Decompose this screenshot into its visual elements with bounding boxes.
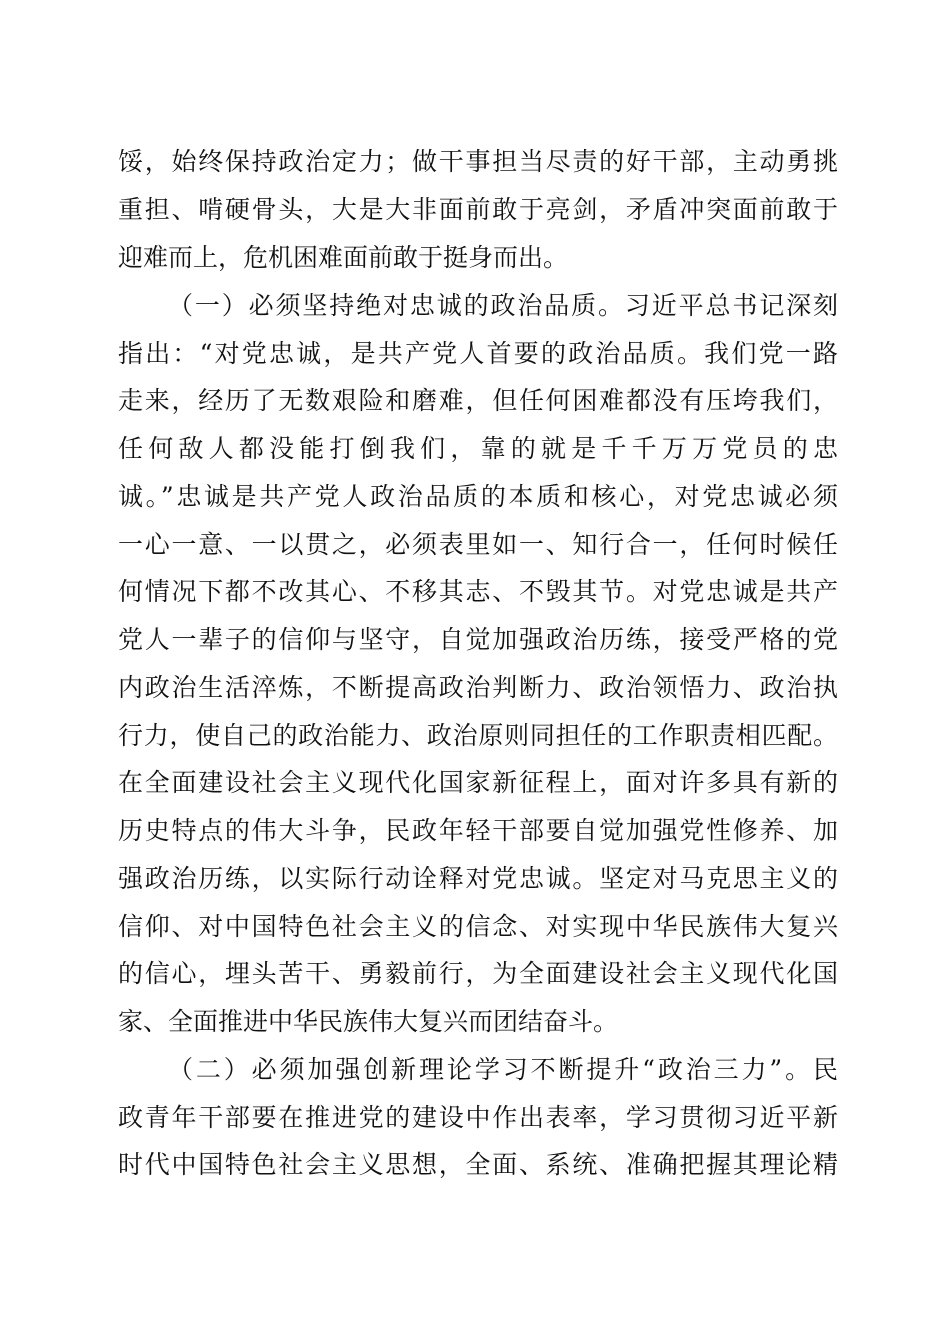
text-line-14: 在全面建设社会主义现代化国家新征程上，面对许多具有新的 xyxy=(118,768,838,797)
text-line-2: 重担、啃硬骨头，大是大非面前敢于亮剑，矛盾冲突面前敢于 xyxy=(118,195,838,224)
text-line-6: 走来，经历了无数艰险和磨难，但任何困难都没有压垮我们， xyxy=(118,386,838,415)
text-line-10: 何情况下都不改其心、不移其志、不毁其节。对党忠诚是共产 xyxy=(118,577,838,606)
text-line-1: 馁，始终保持政治定力；做干事担当尽责的好干部，主动勇挑 xyxy=(118,147,838,176)
text-line-12: 内政治生活淬炼，不断提高政治判断力、政治领悟力、政治执 xyxy=(118,673,838,702)
text-line-22: 时代中国特色社会主义思想，全面、系统、准确把握其理论精 xyxy=(118,1150,838,1179)
text-line-13: 行力，使自己的政治能力、政治原则同担任的工作职责相匹配。 xyxy=(118,721,838,750)
text-line-7: 任何敌人都没能打倒我们，靠的就是千千万万党员的忠 xyxy=(118,434,838,463)
section-heading-1-line: （一）必须坚持绝对忠诚的政治品质。习近平总书记深刻 xyxy=(168,291,838,320)
text-line-15: 历史特点的伟大斗争，民政年轻干部要自觉加强党性修养、加 xyxy=(118,816,838,845)
text-line-18: 的信心，埋头苦干、勇毅前行，为全面建设社会主义现代化国 xyxy=(118,959,838,988)
text-line-3: 迎难而上，危机困难面前敢于挺身而出。 xyxy=(118,243,569,272)
text-line-17: 信仰、对中国特色社会主义的信念、对实现中华民族伟大复兴 xyxy=(118,912,838,941)
text-line-9: 一心一意、一以贯之，必须表里如一、知行合一，任何时候任 xyxy=(118,530,838,559)
text-line-19: 家、全面推进中华民族伟大复兴而团结奋斗。 xyxy=(118,1007,619,1036)
text-line-5: 指出：“对党忠诚，是共产党人首要的政治品质。我们党一路 xyxy=(118,339,838,368)
section-heading-2-line: （二）必须加强创新理论学习不断提升“政治三力”。民 xyxy=(168,1055,838,1084)
text-line-8: 诚。”忠诚是共产党人政治品质的本质和核心，对党忠诚必须 xyxy=(118,482,838,511)
text-line-16: 强政治历练，以实际行动诠释对党忠诚。坚定对马克思主义的 xyxy=(118,864,838,893)
text-line-11: 党人一辈子的信仰与坚守，自觉加强政治历练，接受严格的党 xyxy=(118,625,838,654)
text-line-21: 政青年干部要在推进党的建设中作出表率，学习贯彻习近平新 xyxy=(118,1103,838,1132)
